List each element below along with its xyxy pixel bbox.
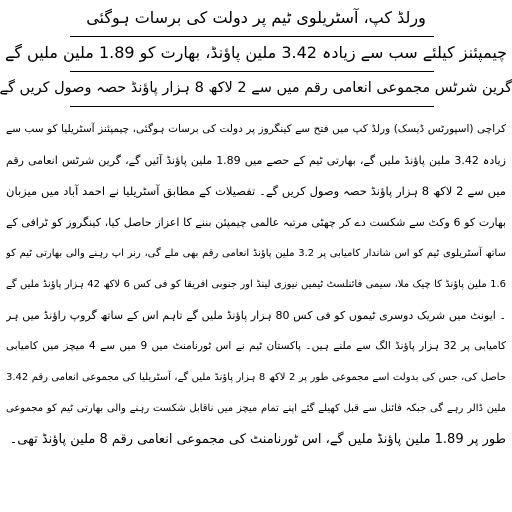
- article-line: حاصل کی، جس کی بدولت اسے مجموعی طور پر 2 لاکھ 8 ہزار پاؤنڈ ملیں گے، آسٹریلیا کی مجموعی انعامی رقم 3.42: [6, 372, 506, 383]
- article-line: ۔ ایونٹ میں شریک دوسری ٹیموں کو فی کس 80 ہزار پاؤنڈ ملیں گے تاہم اس کے ساتھ گروپ راؤنڈ میں ہر: [6, 309, 506, 322]
- headline-divider: [70, 71, 434, 72]
- article-line: زیادہ 3.42 ملین پاؤنڈ ملیں گے، بھارتی ٹیم کے حصے میں 1.89 ملین پاؤنڈ آئیں گے، گرین شرٹس انعامی رقم: [6, 154, 506, 167]
- article-line: میں سے 2 لاکھ 8 ہزار پاؤنڈ حصہ وصول کریں گے۔ تفصیلات کے مطابق آسٹریلیا نے احمد آباد میں میزبان: [6, 184, 506, 198]
- sub-headline-2: گرین شرٹس مجموعی انعامی رقم میں سے 2 لاکھ 8 ہزار پاؤنڈ حصہ وصول کریں گے: [0, 80, 512, 96]
- article-line: ملین ڈالر رہے گی جبکہ فائنل سے قبل کھیلے گئے اپنے تمام میچز میں ناقابل شکست رہنے والی بھارتی ٹیم کو مجموعی: [6, 403, 506, 414]
- article-line: بھارت کو 6 وکٹ سے شکست دے کر چھٹی مرتبہ عالمی چیمپئن بننے کا اعزاز حاصل کیا، کینگروز کو ٹرافی کے: [6, 216, 506, 229]
- article-line: طور پر 1.89 ملین پاؤنڈ ملیں گے، اس ٹورنامنٹ کی مجموعی انعامی رقم 8 ملین پاؤنڈ تھی۔: [9, 432, 506, 447]
- headline-divider: [70, 36, 434, 37]
- headline-divider: [70, 106, 434, 107]
- sub-headline-1: چیمپئنز کیلئے سب سے زیادہ 3.42 ملین پاؤنڈ، بھارت کو 1.89 ملین ملیں گے: [4, 43, 508, 62]
- article-line: ساتھ آسٹریلوی ٹیم کو اس شاندار کامیابی پر 3.2 ملین پاؤنڈ انعامی رقم بھی ملے گی، رنر اپ رہنے والی بھارتی ٹیم کو: [6, 248, 506, 259]
- article-line: کراچی (اسپورٹس ڈیسک) ورلڈ کپ میں فتح سے کینگروز پر دولت کی برسات ہوگئی، چیمپئنز آسٹریلیا کو سب سے: [6, 123, 506, 135]
- article-line: کامیابی پر 32 ہزار پاؤنڈ الگ سے ملنے ہیں۔ پاکستان ٹیم نے اس ٹورنامنٹ میں 9 میں سے 4 میچز میں کامیابی: [6, 340, 506, 352]
- article-body: [0, 114, 512, 455]
- article-line: 1.6 ملین پاؤنڈ کا چیک ملا، سیمی فائنلسٹ ٹیمیں نیوزی لینڈ اور جنوبی افریقا کو فی کس 6 لاکھ 42 ہزار پاؤنڈ ملیں گے: [6, 279, 506, 290]
- main-headline: ورلڈ کپ، آسٹریلوی ٹیم پر دولت کی برسات ہوگئی: [86, 8, 426, 27]
